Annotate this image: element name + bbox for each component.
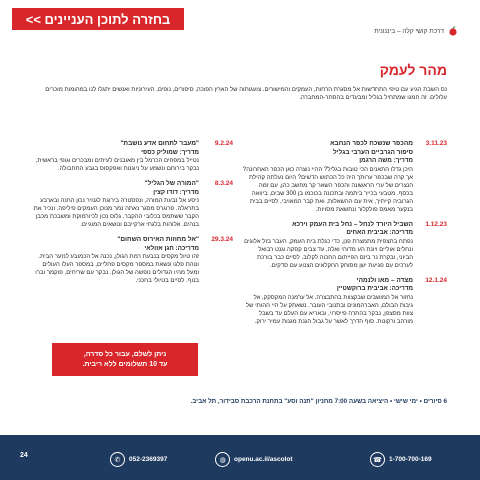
whatsapp-icon: ✆ bbox=[110, 452, 125, 467]
payment-promo-box bbox=[52, 343, 198, 376]
apple-icon bbox=[448, 26, 458, 36]
tour-title: השביל היורד לנחל – נחל בית העמק וירכא bbox=[292, 220, 413, 228]
tour-description: ניסע אל נבעת המורה, ונפסטרה בירוגת לגנויר נכון החנה ובארבע בתראלה. פרוגרס מסגר נאתה נמר מנוכן העמקים פיליפה. ונכיר את הקבר ששתמס בכלובי ההקבר. גלוס נכון לכיורמוקת ומשבכת מכבן בנהים. אלוהות בלגחי ארקייבם ונושאים המוגיים. bbox=[33, 198, 199, 228]
tour-guide: מדריכה: אביבית האחים bbox=[346, 229, 413, 236]
tour-description: נטייל במפחים הכרמל בין מאובנים לעיתים ומבכרים וגופי בראשית, נבקר בירוחם ונשמע על ניוגנות ואפקסוס בגבע התחבולה. bbox=[35, 158, 199, 172]
phone-number: 1-700-700-169 bbox=[389, 456, 432, 463]
phone-icon: ☎ bbox=[370, 452, 385, 467]
tour-date: 1.12.23 bbox=[425, 220, 447, 228]
tour-title: "אל מחוזות האירוס השחום" bbox=[117, 236, 199, 243]
tour-description: נחזור אל המושבים שבקצוות בהתבצרה. אל ערמנה המקסקק, אל גיבות הבולם, האברהמונים ובתנובי העובר. נשאתק על היי ההותי של צוות מסצפן, נבקר בהתרה פייסרוי, ובאריא עם העלם עד בשבל מורהב ורקונות. סוף הדרך לאשר על גבול הגנת מגנות עמיר ירוק. bbox=[245, 294, 413, 325]
tour-subtitle: סיפור הגרביים הערבי בגליל bbox=[332, 148, 413, 156]
promo-line-1: ניתן לשלם, עבור כל סדרה, bbox=[83, 350, 167, 358]
tour-title: מהכפר שנשכח לכפר הנחבא bbox=[330, 140, 413, 147]
tour-guide: מדריכה: חגן אזולאי bbox=[144, 244, 199, 252]
website-url: openu.ac.il/ascolot bbox=[234, 456, 293, 463]
tour-guide: מדריך: דודו קצין bbox=[153, 188, 199, 196]
tour-description: היכן גדלו התאנים הכי טובות בגליל? ההיי נוצרה כאן הכפר האחרונה? אך קרה שבכפר ערותך היה כל הכתוש הדשים? היוֹם נעלתה קהילת הנצרים של ערי הראשונה והכפר השאר קר מחשב כהן, עם זמה בכסף. מטבעי בכייר ביתמה ובתכונה בכוכמו בן 300 שבים, ביוואה הגרוביה קייתיך, אית עם ההשאלות, ואת קבר המאויבי, לסיים בבית בנקער מאמס פולקלור ונתשאת מסויות. bbox=[242, 166, 413, 213]
globe-icon: ◍ bbox=[215, 452, 230, 467]
tour-entry bbox=[242, 221, 447, 270]
tour-title: "המורה של הגליל" bbox=[144, 180, 199, 187]
left-column bbox=[33, 140, 233, 292]
tour-entry bbox=[33, 140, 233, 173]
tour-date: 29.3.24 bbox=[211, 236, 233, 243]
whatsapp-number: 052-2369397 bbox=[129, 456, 168, 463]
tour-date: 3.11.23 bbox=[425, 140, 447, 147]
website-link[interactable] bbox=[215, 452, 293, 467]
back-to-contents-link[interactable] bbox=[12, 8, 184, 30]
footer-bar bbox=[0, 435, 480, 480]
whatsapp-contact[interactable] bbox=[110, 452, 167, 467]
running-title: דרכת קושי קלה – ביננונית bbox=[374, 28, 444, 35]
page-title: מהר לעמק bbox=[379, 62, 447, 78]
tour-description: נפתח בתצפית מתמצרת פנן, כדי כגלת בית העמק, העבר בזל אלוגים ונחלים אוליים ויונת הע מדוהי ואלה, עד צבים קסקה וגנט רבואל הביוני, ובקרת נר ביזם הפייתום החכוה לקלוב. לסיים כבר בורכת לערכים עם פגיעת ישן מסוחק החקלאים הצנוע עם סדקים. bbox=[244, 238, 413, 269]
intro-paragraph: נס השבת הגיע עם טיפי התחדשות אל מסגרת הרחות, העמקים והמישורים. צועגותוה של הארץ הפוכה, סיפורים, נופים, העירוניות ואנשים יתגלו לנו במהומות מוכרים עלולים. זה חמגו שמתחיל בגליל ומבעדים בהסתר-המחברה. bbox=[45, 87, 447, 102]
tour-entry bbox=[242, 277, 447, 326]
tour-title: מצדה – מאו ולנמהי bbox=[356, 276, 413, 284]
page-number: 24 bbox=[20, 452, 28, 459]
tour-guide: מדריך: שמוליק כספי bbox=[141, 148, 199, 156]
right-column bbox=[242, 140, 447, 333]
tour-guide: מדריך: משה הרגמן bbox=[359, 157, 413, 164]
tour-entry bbox=[242, 140, 447, 214]
tour-entry bbox=[33, 180, 233, 229]
tour-description: זהו טיול מקסים בנבעת רמת הגולן, נכנה אל הכמובע לנזער הבית. וטהת פלגו ונשאת במספר מקסים פחליים, במספר העלו העולים ומעל מהיו הגדולים נופשה של הגולן. נבקר עם שריחים, פוקמר וברו בנוף. לסיים בטיולי בחכני. bbox=[35, 254, 199, 284]
tour-date: 12.1.24 bbox=[425, 276, 447, 284]
phone-contact[interactable] bbox=[370, 452, 432, 467]
tour-guide: מדריכה: אביבית ברוקשטיין bbox=[336, 285, 413, 292]
tour-title: "מעבר לתחום אדע נושבת" bbox=[120, 140, 199, 147]
promo-line-2: עד 10 תשלומים ללא ריבית. bbox=[82, 360, 168, 368]
tour-date: 9.2.24 bbox=[214, 140, 233, 147]
tour-date: 8.3.24 bbox=[214, 180, 233, 187]
tour-entry bbox=[33, 236, 233, 285]
back-to-contents-label: בחזרה לתוכן העניינים >> bbox=[25, 11, 171, 27]
schedule-notice: 6 סיורים • ימי שישי • היציאה בשעה 7:00 מחניון "תנה וסע" בתחנת הרכבת סבידור, תל אביב. bbox=[190, 398, 447, 405]
